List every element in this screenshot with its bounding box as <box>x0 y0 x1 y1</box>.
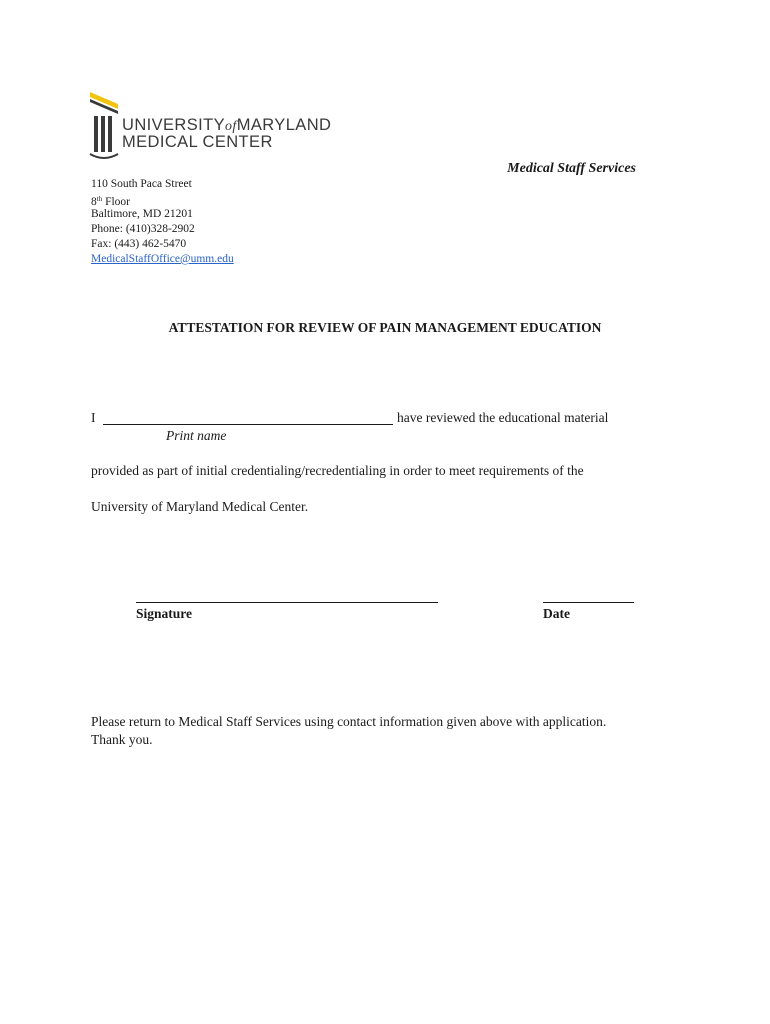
logo-of: of <box>225 119 237 134</box>
thank-you-text: Thank you. <box>91 732 153 747</box>
date-label: Date <box>543 606 570 621</box>
attestation-line-2: provided as part of initial credentialing/recredentialing in order to meet requirements of the <box>91 463 584 478</box>
address-floor-word: Floor <box>102 196 130 208</box>
signature-label: Signature <box>136 606 193 621</box>
address-street: 110 South Paca Street <box>91 178 192 190</box>
logo-maryland: MARYLAND <box>236 116 332 134</box>
return-instructions: Please return to Medical Staff Services using contact information given above with application. <box>91 714 607 729</box>
logo-wordmark-line2: MEDICAL CENTER <box>122 133 273 151</box>
umm-logo-mark <box>90 92 118 158</box>
address-floor-suffix: th <box>96 195 103 203</box>
address-floor-number: 8 <box>91 196 97 208</box>
address-city: Baltimore, MD 21201 <box>91 208 193 220</box>
address-fax: Fax: (443) 462-5470 <box>91 238 187 250</box>
address-phone: Phone: (410)328-2902 <box>91 223 195 235</box>
print-name-field[interactable] <box>103 424 393 425</box>
email-link[interactable]: MedicalStaffOffice@umm.edu <box>91 253 234 265</box>
department-name: Medical Staff Services <box>507 161 636 176</box>
logo-university: UNIVERSITY <box>122 116 226 134</box>
signature-field[interactable] <box>136 602 438 603</box>
document-title: ATTESTATION FOR REVIEW OF PAIN MANAGEMENT EDUCATION <box>168 320 602 335</box>
attestation-suffix: have reviewed the educational material <box>397 410 609 425</box>
print-name-label: Print name <box>166 428 227 443</box>
attestation-prefix: I <box>91 410 96 425</box>
attestation-line-3: University of Maryland Medical Center. <box>91 499 309 514</box>
date-field[interactable] <box>543 602 634 603</box>
